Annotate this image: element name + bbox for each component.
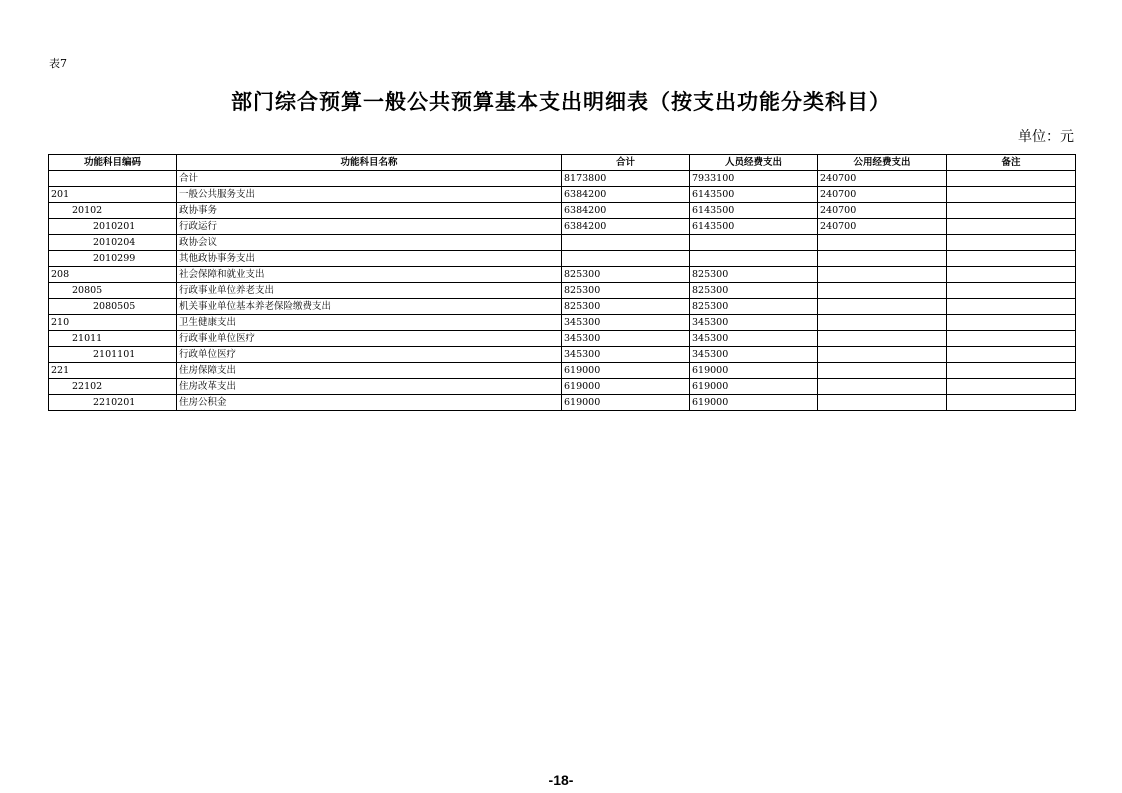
header-name: 功能科目名称 — [177, 155, 562, 171]
cell-code: 2101101 — [49, 347, 177, 363]
cell-name: 一般公共服务支出 — [177, 187, 562, 203]
page-title: 部门综合预算一般公共预算基本支出明细表（按支出功能分类科目） — [231, 90, 891, 114]
header-public: 公用经费支出 — [818, 155, 947, 171]
cell-total: 6384200 — [562, 187, 690, 203]
table-row — [49, 235, 1076, 251]
cell-personnel: 825300 — [690, 299, 818, 315]
cell-total — [562, 235, 690, 251]
cell-remark — [947, 171, 1076, 187]
page-number: -18- — [548, 772, 574, 788]
cell-name: 行政事业单位养老支出 — [177, 283, 562, 299]
cell-total: 345300 — [562, 347, 690, 363]
cell-remark — [947, 235, 1076, 251]
cell-public: 240700 — [818, 219, 947, 235]
cell-name: 住房公积金 — [177, 395, 562, 411]
cell-personnel: 619000 — [690, 379, 818, 395]
cell-personnel: 345300 — [690, 331, 818, 347]
cell-remark — [947, 203, 1076, 219]
table-row — [49, 203, 1076, 219]
cell-public: 240700 — [818, 203, 947, 219]
cell-personnel — [690, 235, 818, 251]
cell-total: 825300 — [562, 299, 690, 315]
table-row — [49, 251, 1076, 267]
table-row — [49, 379, 1076, 395]
cell-remark — [947, 331, 1076, 347]
cell-personnel: 345300 — [690, 315, 818, 331]
table-row — [49, 347, 1076, 363]
cell-public: 240700 — [818, 171, 947, 187]
header-total: 合计 — [562, 155, 690, 171]
cell-name: 行政单位医疗 — [177, 347, 562, 363]
cell-total: 825300 — [562, 283, 690, 299]
cell-remark — [947, 315, 1076, 331]
cell-personnel: 619000 — [690, 363, 818, 379]
cell-code: 2210201 — [49, 395, 177, 411]
cell-code: 201 — [49, 187, 177, 203]
cell-total: 619000 — [562, 379, 690, 395]
table-body — [49, 171, 1076, 411]
cell-code: 2080505 — [49, 299, 177, 315]
cell-total: 6384200 — [562, 203, 690, 219]
table-row — [49, 219, 1076, 235]
cell-name: 住房保障支出 — [177, 363, 562, 379]
cell-total: 825300 — [562, 267, 690, 283]
table-row — [49, 331, 1076, 347]
cell-public — [818, 379, 947, 395]
cell-code: 20805 — [49, 283, 177, 299]
cell-personnel: 345300 — [690, 347, 818, 363]
cell-remark — [947, 363, 1076, 379]
cell-code: 21011 — [49, 331, 177, 347]
cell-public — [818, 315, 947, 331]
table-row — [49, 363, 1076, 379]
cell-code — [49, 171, 177, 187]
cell-name: 政协事务 — [177, 203, 562, 219]
cell-remark — [947, 187, 1076, 203]
cell-total: 8173800 — [562, 171, 690, 187]
cell-code: 22102 — [49, 379, 177, 395]
cell-personnel: 6143500 — [690, 219, 818, 235]
table-row — [49, 187, 1076, 203]
cell-remark — [947, 251, 1076, 267]
cell-public — [818, 299, 947, 315]
cell-name: 其他政协事务支出 — [177, 251, 562, 267]
cell-name: 行政事业单位医疗 — [177, 331, 562, 347]
cell-personnel: 825300 — [690, 267, 818, 283]
cell-name: 行政运行 — [177, 219, 562, 235]
table-row — [49, 283, 1076, 299]
cell-code: 221 — [49, 363, 177, 379]
cell-public — [818, 283, 947, 299]
cell-remark — [947, 347, 1076, 363]
cell-remark — [947, 395, 1076, 411]
cell-personnel: 619000 — [690, 395, 818, 411]
cell-remark — [947, 283, 1076, 299]
table-row — [49, 299, 1076, 315]
cell-code: 2010299 — [49, 251, 177, 267]
cell-remark — [947, 267, 1076, 283]
cell-remark — [947, 379, 1076, 395]
cell-name: 合计 — [177, 171, 562, 187]
cell-remark — [947, 299, 1076, 315]
table-row — [49, 315, 1076, 331]
cell-public — [818, 395, 947, 411]
cell-total: 619000 — [562, 363, 690, 379]
unit-label: 单位：元 — [1018, 129, 1074, 145]
table-row — [49, 395, 1076, 411]
cell-code: 2010204 — [49, 235, 177, 251]
table-number: 表7 — [49, 57, 67, 70]
cell-personnel: 825300 — [690, 283, 818, 299]
cell-total: 619000 — [562, 395, 690, 411]
cell-personnel: 6143500 — [690, 187, 818, 203]
cell-public — [818, 235, 947, 251]
budget-table — [48, 154, 1076, 411]
cell-name: 社会保障和就业支出 — [177, 267, 562, 283]
cell-name: 住房改革支出 — [177, 379, 562, 395]
cell-public — [818, 347, 947, 363]
cell-remark — [947, 219, 1076, 235]
cell-name: 卫生健康支出 — [177, 315, 562, 331]
table-row — [49, 171, 1076, 187]
cell-public — [818, 251, 947, 267]
cell-personnel: 6143500 — [690, 203, 818, 219]
cell-public — [818, 267, 947, 283]
cell-name: 机关事业单位基本养老保险缴费支出 — [177, 299, 562, 315]
cell-total: 345300 — [562, 331, 690, 347]
header-code: 功能科目编码 — [49, 155, 177, 171]
cell-total: 345300 — [562, 315, 690, 331]
cell-public — [818, 331, 947, 347]
cell-total — [562, 251, 690, 267]
cell-code: 208 — [49, 267, 177, 283]
cell-public — [818, 363, 947, 379]
cell-public: 240700 — [818, 187, 947, 203]
table-row — [49, 267, 1076, 283]
cell-personnel: 7933100 — [690, 171, 818, 187]
cell-code: 20102 — [49, 203, 177, 219]
header-personnel: 人员经费支出 — [690, 155, 818, 171]
table-header-row — [49, 155, 1076, 171]
cell-personnel — [690, 251, 818, 267]
cell-total: 6384200 — [562, 219, 690, 235]
cell-code: 210 — [49, 315, 177, 331]
header-remark: 备注 — [947, 155, 1076, 171]
cell-name: 政协会议 — [177, 235, 562, 251]
cell-code: 2010201 — [49, 219, 177, 235]
